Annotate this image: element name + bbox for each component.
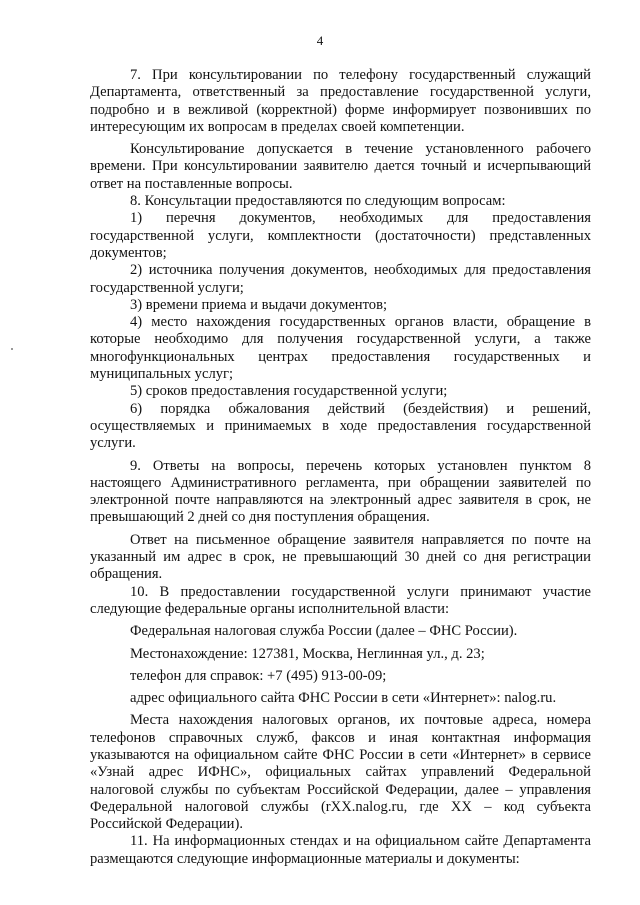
paragraph-9: 9. Ответы на вопросы, перечень которых установлен пунктом 8 настоящего Административного регламента, при обращении заявителей по электронной почте направляются на электронный адрес заявителя в срок, не превышающий 2 дней со дня поступления обращения.	[90, 457, 591, 526]
list-item-2: 2) источника получения документов, необходимых для предоставления государственной услуги;	[90, 262, 591, 296]
paragraph-10: 10. В предоставлении государственной услуги принимают участие следующие федеральные органы исполнительной власти:	[90, 583, 591, 617]
paragraph-8: 8. Консультации предоставляются по следующим вопросам:	[130, 193, 506, 210]
paragraph-written-reply: Ответ на письменное обращение заявителя направляется по почте на указанный им адрес в срок, не превышающий 30 дней со дня регистрации обращения.	[90, 531, 591, 583]
paragraph-11: 11. На информационных стендах и на официальном сайте Департамента размещаются следующие информационные материалы и документы:	[90, 833, 591, 867]
list-item-1: 1) перечня документов, необходимых для предоставления государственной услуги, комплектности (достаточности) представленных документов;	[90, 210, 591, 261]
paragraph-consulting-time: Консультирование допускается в течение установленного рабочего времени. При консультировании заявителю дается точный и исчерпывающий ответ на поставленные вопросы.	[90, 141, 591, 192]
paragraph-tax-offices: Места нахождения налоговых органов, их почтовые адреса, номера телефонов справочных служб, факсов и иная контактная информация указываются на официальном сайте ФНС России в сети «Интернет» в сервисе «Узнай адрес ИФНС», официальных сайтах управлений Федеральной налоговой службы по субъектам Российской Федерации, далее – управления Федеральной налоговой службы (rXX.nalog.ru, где XX – код субъекта Российской Федерации).	[90, 712, 591, 833]
list-item-6: 6) порядка обжалования действий (бездействия) и решений, осуществляемых и принимаемых в ходе предоставления государственной услуги.	[90, 400, 591, 452]
fns-name: Федеральная налоговая служба России (далее – ФНС России).	[130, 623, 518, 640]
list-item-5: 5) сроков предоставления государственной услуги;	[130, 383, 448, 400]
page-number: 4	[316, 33, 324, 48]
margin-mark	[11, 348, 13, 350]
fns-website: адрес официального сайта ФНС России в сети «Интернет»: nalog.ru.	[130, 690, 557, 707]
fns-location: Местонахождение: 127381, Москва, Неглинная ул., д. 23;	[130, 645, 485, 662]
fns-phone: телефон для справок: +7 (495) 913-00-09;	[130, 667, 387, 684]
paragraph-7: 7. При консультировании по телефону государственный служащий Департамента, ответственный за предоставление государственной услуги, подробно и в вежливой (корректной) форме информирует позвонивших по интересующим их вопросам в пределах своей компетенции.	[90, 67, 591, 135]
list-item-4: 4) место нахождения государственных органов власти, обращение в которые необходимо для получения государственной услуги, а также многофункциональных центрах предоставления государственных и муниципальных услуг;	[90, 314, 591, 383]
list-item-3: 3) времени приема и выдачи документов;	[130, 296, 388, 313]
document-body	[90, 67, 591, 868]
